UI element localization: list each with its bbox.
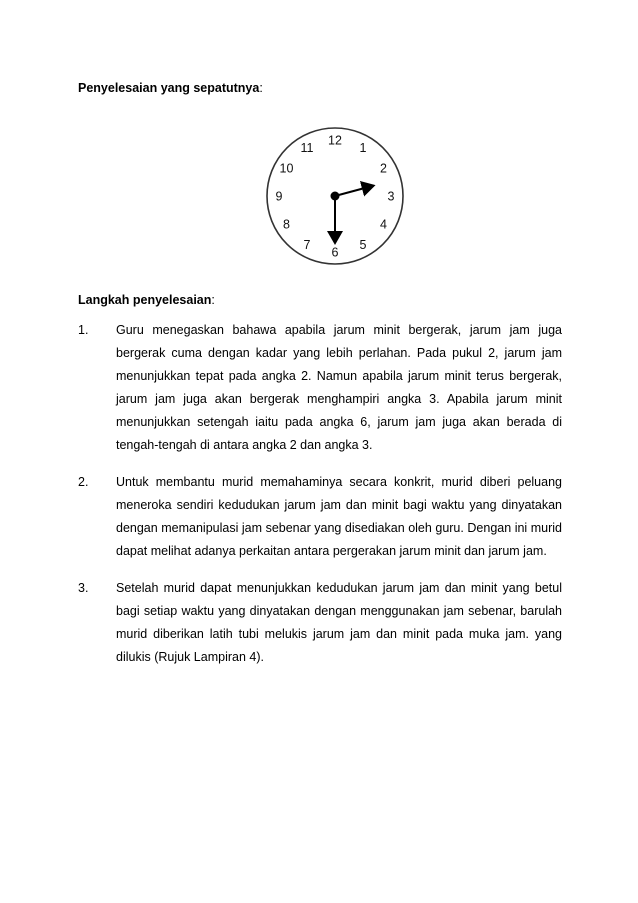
clock-number-10: 10	[279, 161, 294, 176]
clock-center-pin	[331, 192, 340, 201]
clock-number-11: 11	[300, 141, 314, 155]
clock-number-1: 1	[359, 141, 367, 155]
clock-illustration	[262, 123, 408, 269]
heading-steps-colon: :	[211, 293, 215, 307]
clock-number-4: 4	[380, 217, 387, 232]
list-item	[78, 577, 562, 669]
heading-solution-colon: :	[259, 81, 263, 95]
heading-steps	[78, 292, 215, 308]
clock-number-12: 12	[328, 133, 342, 148]
clock-number-6: 6	[331, 245, 339, 260]
step-text: Untuk membantu murid memahaminya secara konkrit, murid diberi peluang meneroka sendiri kedudukan jarum jam dan minit bagi waktu yang dinyatakan dengan memanipulasi jam sebenar yang disediakan oleh guru. Dengan ini murid dapat melihat adanya perkaitan antara pergerakan jarum minit dan jarum jam.	[116, 475, 562, 558]
step-text: Guru menegaskan bahawa apabila jarum minit bergerak, jarum jam juga bergerak cuma dengan kadar yang lebih perlahan. Pada pukul 2, jarum jam menunjukkan tepat pada angka 2. Namun apabila jarum minit terus bergerak, jarum jam juga akan bergerak menghampiri angka 3. Apabila jarum minit menunjukkan setengah iaitu pada angka 6, jarum jam juga akan berada di tengah-tengah di antara angka 2 dan angka 3.	[116, 323, 562, 452]
list-item	[78, 319, 562, 457]
heading-steps-bold: Langkah penyelesaian	[78, 293, 212, 307]
step-number: 3.	[78, 581, 89, 595]
clock-number-8: 8	[283, 217, 290, 232]
clock-number-5: 5	[359, 238, 367, 252]
clock-number-2: 2	[380, 161, 387, 176]
list-item	[78, 471, 562, 563]
heading-solution-bold: Penyelesaian yang sepatutnya	[78, 81, 260, 95]
steps-list	[78, 319, 562, 683]
step-text: Setelah murid dapat menunjukkan kedudukan jarum jam dan minit yang betul bagi setiap waktu yang dinyatakan dengan menggunakan jam sebenar, barulah murid diberikan latih tubi melukis jarum jam dan minit pada muka jam. yang dilukis (Rujuk Lampiran 4).	[116, 581, 562, 664]
clock-number-9: 9	[275, 189, 283, 204]
step-number: 2.	[78, 475, 89, 489]
heading-solution	[78, 80, 263, 96]
clock-number-7: 7	[303, 238, 311, 252]
clock-number-3: 3	[387, 189, 395, 204]
step-number: 1.	[78, 323, 89, 337]
